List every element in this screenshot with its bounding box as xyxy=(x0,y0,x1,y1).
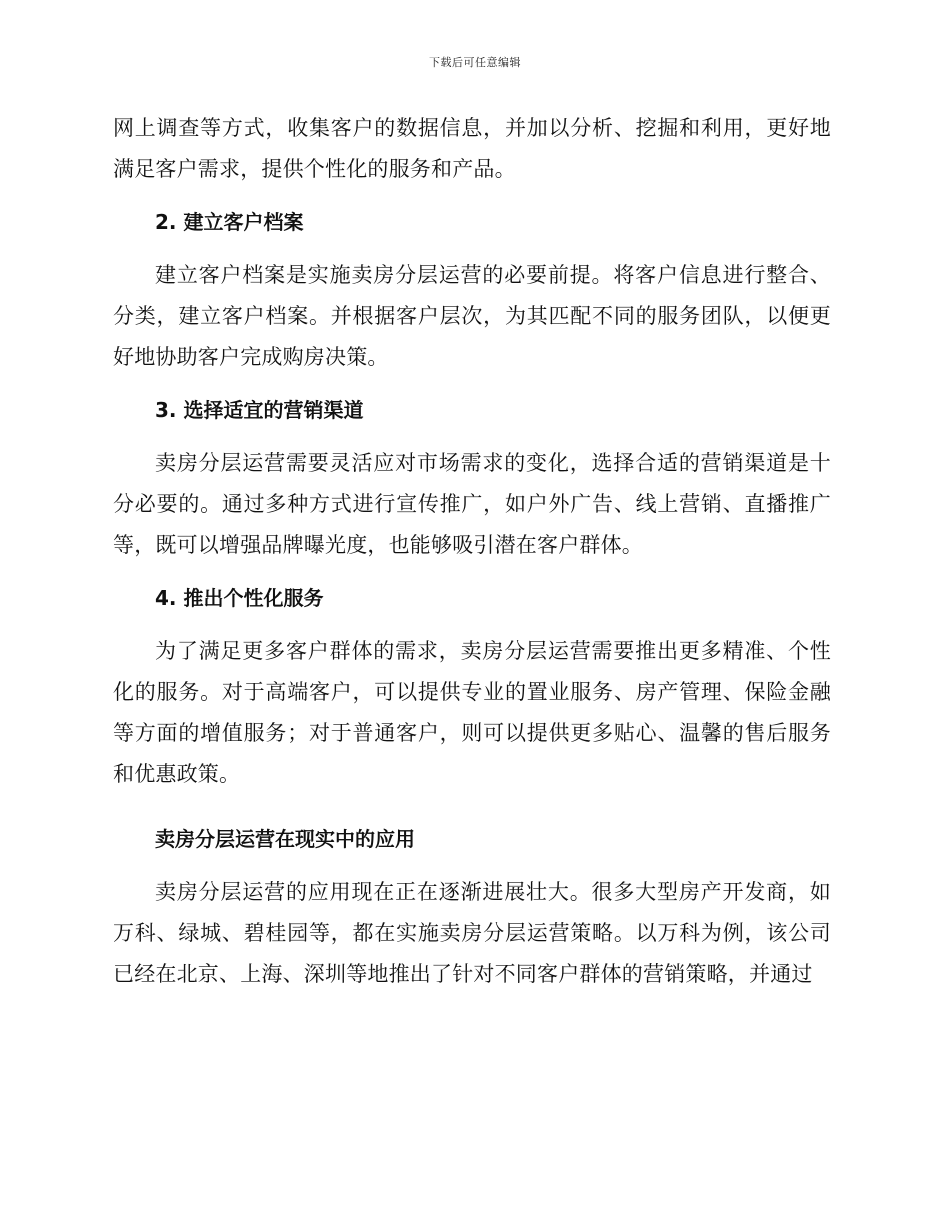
paragraph-personalized-service: 为了满足更多客户群体的需求，卖房分层运营需要推出更多精准、个性化的服务。对于高端客户，可以提供专业的置业服务、房产管理、保险金融等方面的增值服务；对于普通客户，则可以提供更多贴心、温馨的售后服务和优惠政策。 xyxy=(113,639,831,786)
page-header: 下载后可任意编辑 xyxy=(429,56,521,69)
paragraph-continuation: 网上调查等方式，收集客户的数据信息，并加以分析、挖掘和利用，更好地满足客户需求，提供个性化的服务和产品。 xyxy=(113,116,831,181)
section-heading-real-world-application: 卖房分层运营在现实中的应用 xyxy=(155,827,415,851)
paragraph-customer-files: 建立客户档案是实施卖房分层运营的必要前提。将客户信息进行整合、分类，建立客户档案。并根据客户层次，为其匹配不同的服务团队，以便更好地协助客户完成购房决策。 xyxy=(113,263,831,369)
section-heading-personalized-service: 4. 推出个性化服务 xyxy=(155,586,324,610)
paragraph-real-world-application: 卖房分层运营的应用现在正在逐渐进展壮大。很多大型房产开发商，如万科、绿城、碧桂园等，都在实施卖房分层运营策略。以万科为例，该公司已经在北京、上海、深圳等地推出了针对不同客户群体的营销策略，并通过 xyxy=(113,880,831,986)
section-heading-marketing-channels: 3. 选择适宜的营销渠道 xyxy=(155,398,364,422)
paragraph-marketing-channels: 卖房分层运营需要灵活应对市场需求的变化，选择合适的营销渠道是十分必要的。通过多种方式进行宣传推广，如户外广告、线上营销、直播推广等，既可以增强品牌曝光度，也能够吸引潜在客户群体。 xyxy=(113,451,831,557)
document-body xyxy=(113,108,831,995)
section-heading-customer-files: 2. 建立客户档案 xyxy=(155,210,304,234)
